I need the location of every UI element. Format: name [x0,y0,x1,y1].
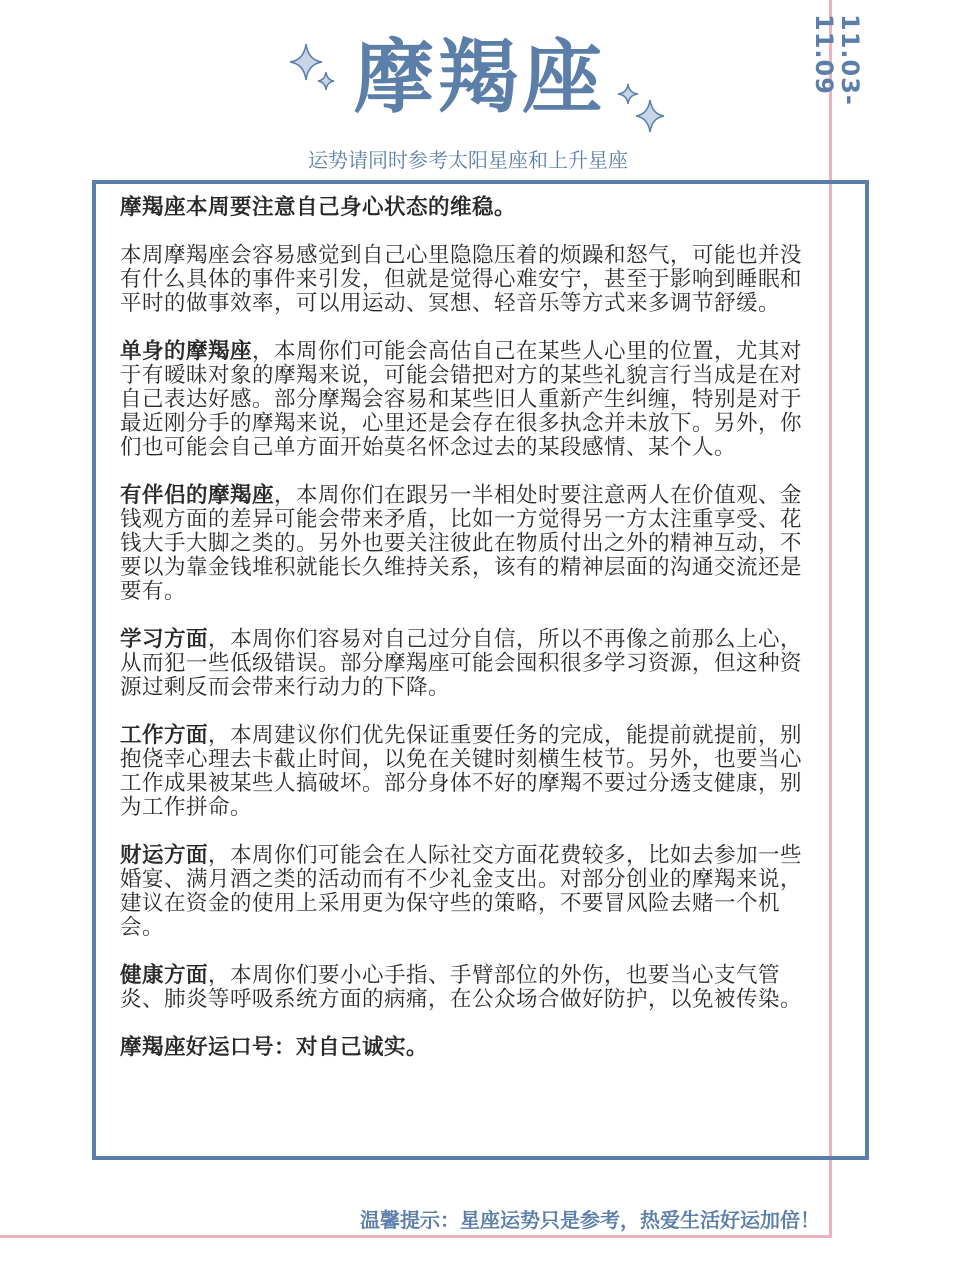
health-paragraph: 健康方面，本周你们要小心手指、手臂部位的外伤，也要当心支气管炎、肺炎等呼吸系统方面的病痛，在公众场合做好防护，以免被传染。 [120,963,803,1012]
horoscope-content [120,196,820,1084]
partner-paragraph: 有伴侣的摩羯座，本周你们在跟另一半相处时要注意两人在价值观、金钱观方面的差异可能会带来矛盾，比如一方觉得另一方太注重享受、花钱大手大脚之类的。另外也要关注彼此在物质付出之外的精神互动，不要以为靠金钱堆积就能长久维持关系，该有的精神层面的沟通交流还是要有。 [120,483,803,604]
work-label: 工作方面 [120,723,209,748]
page-title: 摩羯座 [354,31,606,124]
wealth-paragraph: 财运方面，本周你们可能会在人际社交方面花费较多，比如去参加一些婚宴、满月酒之类的活动而有不少礼金支出。对部分创业的摩羯来说，建议在资金的使用上采用更为保守些的策略，不要冒风险去赌一个机会。 [120,843,803,940]
intro-paragraph: 摩羯座本周要注意自己身心状态的维稳。 [120,195,517,220]
decorative-horizontal-line [0,1235,832,1238]
slogan-paragraph: 摩羯座好运口号：对自己诚实。 [120,1035,429,1060]
partner-label: 有伴侣的摩羯座 [120,483,275,508]
single-paragraph: 单身的摩羯座，本周你们可能会高估自己在某些人心里的位置，尤其对于有暧昧对象的摩羯来说，可能会错把对方的某些礼貌言行当成是在对自己表达好感。部分摩羯会容易和某些旧人重新产生纠缠，特别是对于最近刚分手的摩羯来说，心里还是会存在很多执念并未放下。另外，你们也可能会自己单方面开始莫名怀念过去的某段感情、某个人。 [120,339,803,460]
single-label: 单身的摩羯座 [120,339,253,364]
health-label: 健康方面 [120,963,209,988]
overview-paragraph: 本周摩羯座会容易感觉到自己心里隐隐压着的烦躁和怒气，可能也并没有什么具体的事件来引发，但就是觉得心难安宁，甚至于影响到睡眠和平时的做事效率，可以用运动、冥想、轻音乐等方式来多调节舒缓。 [120,243,803,316]
study-label: 学习方面 [120,627,209,652]
study-paragraph: 学习方面，本周你们容易对自己过分自信，所以不再像之前那么上心，从而犯一些低级错误。部分摩羯座可能会囤积很多学习资源，但这种资源过剩反而会带来行动力的下降。 [120,627,803,700]
work-paragraph: 工作方面，本周建议你们优先保证重要任务的完成，能提前就提前，别抱侥幸心理去卡截止时间，以免在关键时刻横生枝节。另外，也要当心工作成果被某些人搞破坏。部分身体不好的摩羯不要过分透支健康，别为工作拼命。 [120,723,803,820]
date-range: 11.03-11.09 [810,14,864,106]
footer-tip: 温馨提示：星座运势只是参考，热爱生活好运加倍！ [360,1208,820,1232]
page-subtitle: 运势请同时参考太阳星座和上升星座 [308,148,628,172]
wealth-label: 财运方面 [120,843,209,868]
